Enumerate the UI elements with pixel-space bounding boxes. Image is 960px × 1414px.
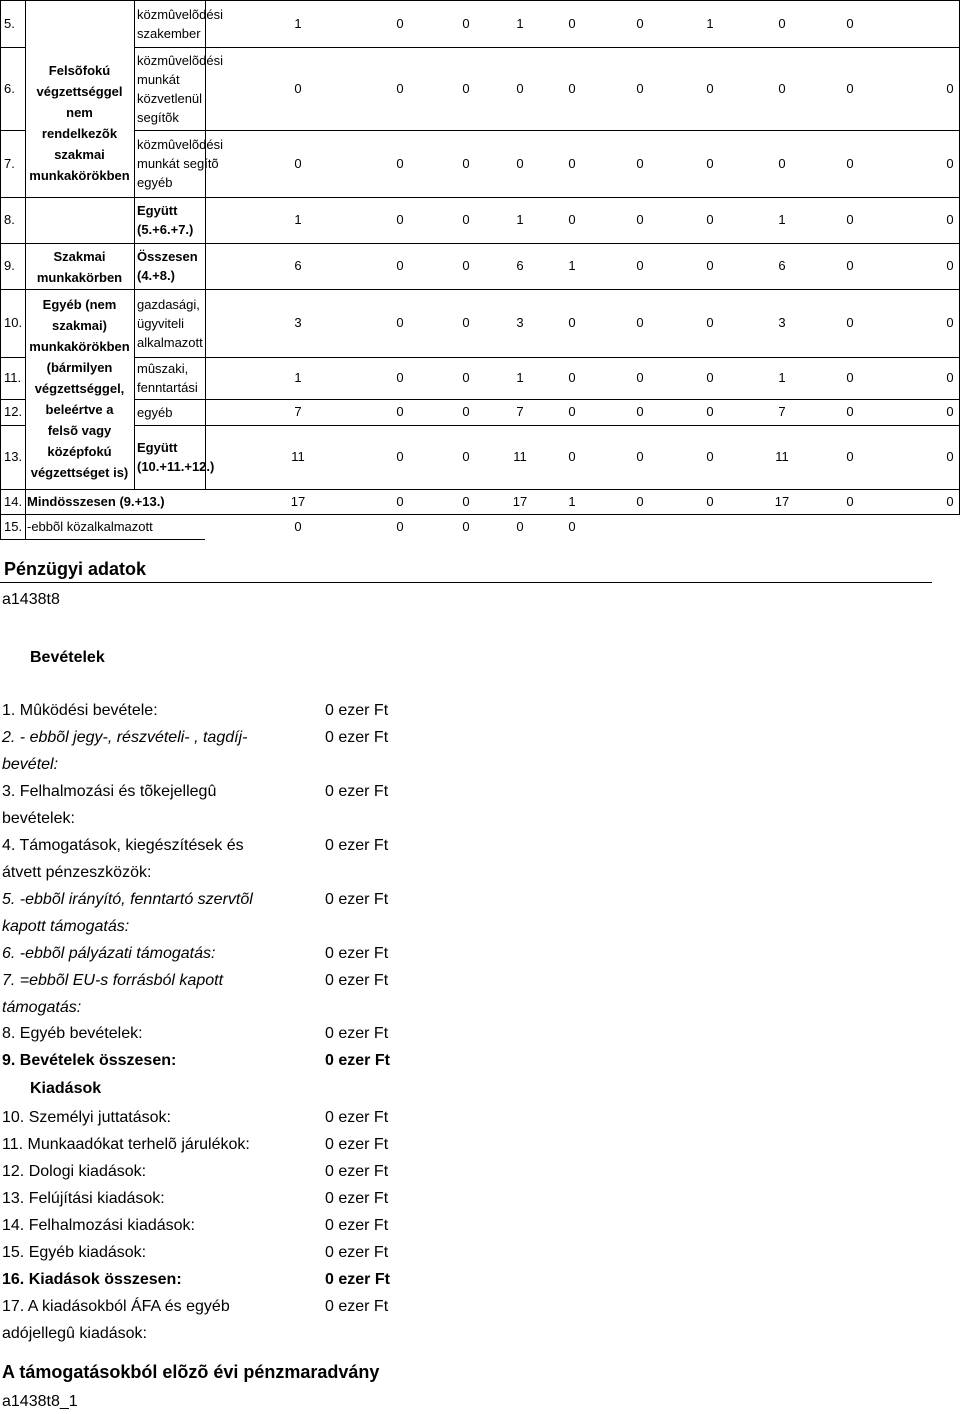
row-number: 5. bbox=[4, 15, 15, 31]
cell-value: 0 bbox=[778, 80, 786, 96]
remainder-title: A támogatásokból elõzõ évi pénzmaradvány bbox=[2, 1362, 380, 1382]
cell-value: 0 bbox=[846, 15, 854, 31]
group-label: Felsõfokú bbox=[48, 63, 111, 78]
group-label: felsõ vagy bbox=[47, 423, 112, 438]
cell-value: 0 bbox=[294, 80, 302, 96]
row-number: 13. bbox=[4, 449, 23, 464]
cell-value: 0 bbox=[706, 155, 714, 171]
cell-value: 0 bbox=[294, 519, 302, 534]
cell-value: 0 bbox=[706, 370, 714, 385]
group-label: nem bbox=[66, 105, 93, 120]
cell-value: 0 bbox=[636, 15, 644, 31]
cell-value: 0 bbox=[778, 155, 786, 171]
finance-item-value: 0 ezer Ft bbox=[325, 702, 389, 719]
section-title: Pénzügyi adatok bbox=[4, 559, 147, 579]
total-label: Mindösszesen (9.+13.) bbox=[27, 494, 165, 509]
table-hline bbox=[134, 243, 960, 244]
cell-value: 0 bbox=[294, 155, 302, 171]
finance-item-value: 0 ezer Ft bbox=[325, 1052, 390, 1069]
row-number: 12. bbox=[4, 404, 23, 419]
cell-value: 0 bbox=[636, 315, 644, 330]
group-label: szakmai bbox=[54, 147, 105, 162]
cell-value: 0 bbox=[396, 315, 404, 330]
cell-value: 17 bbox=[290, 494, 306, 509]
group-label: Szakmai bbox=[53, 249, 106, 264]
cell-value: 0 bbox=[396, 519, 404, 534]
finance-item-value: 0 ezer Ft bbox=[325, 945, 389, 962]
cell-value: 0 bbox=[778, 15, 786, 31]
group-label: (bármilyen bbox=[46, 360, 113, 375]
cell-value: 0 bbox=[946, 370, 954, 385]
finance-item-label: 15. Egyéb kiadások: bbox=[2, 1244, 147, 1261]
cell-value: 1 bbox=[294, 370, 302, 385]
group-label: végzettséggel bbox=[36, 84, 123, 99]
group-label: beleértve a bbox=[45, 402, 114, 417]
finance-item-label: 5. -ebbõl irányító, fenntartó szervtõl bbox=[2, 891, 253, 908]
row-number: 10. bbox=[4, 315, 23, 330]
row-label: közmûvelõdési bbox=[137, 6, 223, 22]
cell-value: 0 bbox=[462, 80, 470, 96]
row-label: (5.+6.+7.) bbox=[137, 222, 194, 237]
row-number: 7. bbox=[4, 155, 15, 171]
finance-item-label: adójellegû kiadások: bbox=[2, 1325, 147, 1342]
table-hline bbox=[134, 197, 960, 198]
cell-value: 0 bbox=[462, 449, 470, 464]
cell-value: 0 bbox=[946, 404, 954, 419]
row-label: egyéb bbox=[137, 175, 173, 190]
cell-value: 3 bbox=[294, 315, 302, 330]
table-hline bbox=[0, 539, 205, 540]
cell-value: 0 bbox=[396, 404, 404, 419]
cell-value: 0 bbox=[706, 449, 714, 464]
row-label: (10.+11.+12.) bbox=[137, 459, 215, 474]
group-label: munkakörökben bbox=[29, 339, 130, 354]
cell-value: 0 bbox=[846, 449, 854, 464]
cell-value: 0 bbox=[462, 494, 470, 509]
cell-value: 0 bbox=[462, 212, 470, 227]
cell-value: 1 bbox=[516, 212, 524, 227]
row-label: közmûvelõdési bbox=[137, 137, 223, 152]
cell-value: 1 bbox=[294, 15, 302, 31]
table-hline bbox=[0, 489, 960, 490]
finance-item-label: 10. Személyi juttatások: bbox=[2, 1109, 171, 1126]
finance-item-value: 0 ezer Ft bbox=[325, 837, 389, 854]
cell-value: 11 bbox=[513, 449, 527, 464]
finance-item-label: 7. =ebbõl EU-s forrásból kapott bbox=[2, 972, 224, 989]
cell-value: 1 bbox=[568, 258, 576, 273]
group-label: rendelkezõk bbox=[41, 126, 118, 141]
finance-item-label: 11. Munkaadókat terhelõ járulékok: bbox=[2, 1136, 250, 1153]
cell-value: 1 bbox=[778, 370, 786, 385]
cell-value: 0 bbox=[946, 315, 954, 330]
finance-item-label: 17. A kiadásokból ÁFA és egyéb bbox=[2, 1298, 230, 1315]
cell-value: 0 bbox=[516, 80, 524, 96]
cell-value: 0 bbox=[462, 155, 470, 171]
cell-value: 0 bbox=[636, 258, 644, 273]
cell-value: 0 bbox=[636, 370, 644, 385]
group-label: végzettséggel, bbox=[34, 381, 125, 396]
row-number: 8. bbox=[4, 212, 15, 227]
row-label: közmûvelõdési bbox=[137, 52, 223, 68]
cell-value: 0 bbox=[946, 212, 954, 227]
finance-item-label: 14. Felhalmozási kiadások: bbox=[2, 1217, 195, 1234]
cell-value: 7 bbox=[516, 404, 524, 419]
table-hline bbox=[134, 0, 960, 1]
cell-value: 0 bbox=[568, 404, 576, 419]
section-underline bbox=[0, 582, 932, 583]
cell-value: 0 bbox=[636, 449, 644, 464]
row-label: (4.+8.) bbox=[137, 268, 175, 283]
cell-value: 0 bbox=[636, 404, 644, 419]
finance-item-label: 2. - ebbõl jegy-, részvételi- , tagdíj- bbox=[2, 729, 248, 746]
finance-item-label: bevételek: bbox=[2, 810, 75, 827]
row-label: munkát segítõ bbox=[137, 156, 219, 171]
cell-value: 1 bbox=[778, 212, 786, 227]
group-label: végzettséget is) bbox=[30, 465, 129, 480]
table-hline bbox=[0, 130, 25, 131]
cell-value: 0 bbox=[846, 155, 854, 171]
finance-item-value: 0 ezer Ft bbox=[325, 729, 389, 746]
table-hline bbox=[0, 289, 25, 290]
finance-item-value: 0 ezer Ft bbox=[325, 783, 389, 800]
finance-item-value: 0 ezer Ft bbox=[325, 1271, 390, 1288]
row-number: 9. bbox=[4, 258, 15, 273]
cell-value: 3 bbox=[778, 315, 786, 330]
row-label: ügyviteli bbox=[137, 315, 184, 331]
cell-value: 0 bbox=[462, 15, 470, 31]
table-hline bbox=[0, 197, 25, 198]
row-label: egyéb bbox=[137, 404, 173, 420]
finance-item-label: 8. Egyéb bevételek: bbox=[2, 1025, 143, 1042]
table-hline bbox=[134, 425, 960, 426]
cell-value: 7 bbox=[294, 404, 302, 419]
table-hline bbox=[0, 243, 25, 244]
cell-value: 0 bbox=[568, 315, 576, 330]
finance-item-label: 1. Mûködési bevétele: bbox=[2, 702, 158, 719]
group-label: munkakörben bbox=[36, 270, 123, 285]
cell-value: 0 bbox=[396, 212, 404, 227]
cell-value: 0 bbox=[846, 80, 854, 96]
row-label: alkalmazott bbox=[137, 334, 203, 350]
cell-value: 0 bbox=[568, 80, 576, 96]
cell-value: 11 bbox=[775, 449, 789, 464]
row-label: közvetlenül bbox=[137, 90, 203, 106]
table-hline bbox=[25, 0, 134, 1]
cell-value: 0 bbox=[946, 80, 954, 96]
cell-value: 0 bbox=[568, 212, 576, 227]
cell-value: 0 bbox=[568, 519, 576, 534]
section-code: a1438t8 bbox=[2, 591, 60, 608]
cell-value: 0 bbox=[396, 494, 404, 509]
table-vline bbox=[134, 0, 135, 489]
cell-value: 11 bbox=[291, 449, 305, 464]
cell-value: 0 bbox=[396, 370, 404, 385]
cell-value: 0 bbox=[706, 212, 714, 227]
group-label: munkakörökben bbox=[29, 168, 130, 183]
cell-value: 0 bbox=[706, 80, 714, 96]
cell-value: 0 bbox=[462, 258, 470, 273]
row-label: Együtt bbox=[137, 440, 178, 455]
cell-value: 0 bbox=[846, 315, 854, 330]
table-hline bbox=[0, 514, 960, 515]
finance-item-label: 3. Felhalmozási és tõkejellegû bbox=[2, 783, 217, 800]
cell-value: 0 bbox=[568, 15, 576, 31]
cell-value: 0 bbox=[846, 404, 854, 419]
cell-value: 0 bbox=[396, 80, 404, 96]
finance-item-label: átvett pénzeszközök: bbox=[2, 864, 152, 881]
expense-heading: Kiadások bbox=[30, 1080, 102, 1097]
cell-value: 7 bbox=[778, 404, 786, 419]
cell-value: 0 bbox=[706, 404, 714, 419]
finance-item-value: 0 ezer Ft bbox=[325, 1025, 389, 1042]
cell-value: 0 bbox=[396, 449, 404, 464]
cell-value: 0 bbox=[636, 80, 644, 96]
cell-value: 1 bbox=[706, 15, 714, 31]
cell-value: 0 bbox=[636, 212, 644, 227]
cell-value: 6 bbox=[294, 258, 302, 273]
finance-item-label: bevétel: bbox=[2, 756, 59, 773]
cell-value: 0 bbox=[396, 155, 404, 171]
cell-value: 6 bbox=[516, 258, 524, 273]
table-hline bbox=[0, 399, 25, 400]
row-label: mûszaki, bbox=[137, 361, 189, 376]
group-label: szakmai) bbox=[52, 318, 107, 333]
row-number: 6. bbox=[4, 80, 15, 96]
finance-item-value: 0 ezer Ft bbox=[325, 891, 389, 908]
table-hline bbox=[134, 357, 960, 358]
cell-value: 0 bbox=[462, 519, 470, 534]
row-label: munkát bbox=[137, 71, 180, 87]
table-hline bbox=[0, 47, 25, 48]
table-hline bbox=[25, 243, 134, 244]
row-label: Együtt bbox=[137, 203, 178, 218]
income-heading: Bevételek bbox=[30, 649, 105, 666]
finance-item-label: 4. Támogatások, kiegészítések és bbox=[2, 837, 244, 854]
finance-item-value: 0 ezer Ft bbox=[325, 1136, 389, 1153]
table-hline bbox=[134, 47, 960, 48]
finance-item-label: 16. Kiadások összesen: bbox=[2, 1271, 182, 1288]
cell-value: 1 bbox=[516, 370, 524, 385]
group-label: Egyéb (nem bbox=[42, 297, 117, 312]
row-number: 11. bbox=[4, 370, 22, 385]
finance-item-label: 13. Felújítási kiadások: bbox=[2, 1190, 165, 1207]
table-hline bbox=[0, 0, 25, 1]
finance-item-label: 9. Bevételek összesen: bbox=[2, 1052, 177, 1069]
cell-value: 0 bbox=[568, 155, 576, 171]
table-hline bbox=[0, 357, 25, 358]
table-hline bbox=[25, 489, 134, 490]
cell-value: 0 bbox=[846, 258, 854, 273]
table-hline bbox=[25, 197, 134, 198]
cell-value: 0 bbox=[516, 155, 524, 171]
table-hline bbox=[25, 289, 134, 290]
cell-value: 0 bbox=[396, 15, 404, 31]
cell-value: 0 bbox=[568, 370, 576, 385]
cell-value: 0 bbox=[516, 519, 524, 534]
row-label: szakember bbox=[137, 25, 201, 41]
finance-item-value: 0 ezer Ft bbox=[325, 1190, 389, 1207]
cell-value: 0 bbox=[636, 494, 644, 509]
cell-value: 0 bbox=[706, 258, 714, 273]
cell-value: 0 bbox=[636, 155, 644, 171]
group-label: középfokú bbox=[47, 444, 112, 459]
cell-value: 0 bbox=[846, 370, 854, 385]
row-number: 14. bbox=[4, 494, 23, 509]
subtotal-label: -ebbõl közalkalmazott bbox=[27, 519, 153, 534]
cell-value: 0 bbox=[706, 315, 714, 330]
row-label: Összesen bbox=[137, 249, 198, 264]
cell-value: 3 bbox=[516, 315, 524, 330]
cell-value: 0 bbox=[706, 494, 714, 509]
cell-value: 0 bbox=[462, 370, 470, 385]
finance-item-value: 0 ezer Ft bbox=[325, 1244, 389, 1261]
finance-item-label: támogatás: bbox=[2, 999, 82, 1016]
cell-value: 1 bbox=[516, 15, 524, 31]
finance-item-value: 0 ezer Ft bbox=[325, 1109, 389, 1126]
cell-value: 0 bbox=[946, 155, 954, 171]
row-label: segítõk bbox=[137, 109, 179, 125]
table-hline bbox=[134, 399, 960, 400]
finance-item-label: 12. Dologi kiadások: bbox=[2, 1163, 147, 1180]
cell-value: 17 bbox=[774, 494, 790, 509]
finance-item-value: 0 ezer Ft bbox=[325, 972, 389, 989]
cell-value: 1 bbox=[568, 494, 576, 509]
row-label: fenntartási bbox=[137, 380, 198, 395]
cell-value: 0 bbox=[846, 212, 854, 227]
cell-value: 0 bbox=[946, 449, 954, 464]
finance-item-value: 0 ezer Ft bbox=[325, 1298, 389, 1315]
finance-item-label: kapott támogatás: bbox=[2, 918, 130, 935]
row-label: gazdasági, bbox=[137, 296, 200, 312]
cell-value: 0 bbox=[568, 449, 576, 464]
cell-value: 0 bbox=[462, 404, 470, 419]
table-hline bbox=[134, 130, 960, 131]
finance-item-value: 0 ezer Ft bbox=[325, 1217, 389, 1234]
cell-value: 0 bbox=[946, 494, 954, 509]
table-hline bbox=[134, 289, 960, 290]
remainder-code: a1438t8_1 bbox=[2, 1393, 78, 1410]
finance-item-label: 6. -ebbõl pályázati támogatás: bbox=[2, 945, 216, 962]
cell-value: 6 bbox=[778, 258, 786, 273]
finance-item-value: 0 ezer Ft bbox=[325, 1163, 389, 1180]
cell-value: 17 bbox=[512, 494, 528, 509]
table-vline bbox=[205, 0, 206, 489]
table-hline bbox=[0, 425, 25, 426]
table-vline bbox=[0, 0, 1, 540]
row-number: 15. bbox=[4, 519, 23, 534]
cell-value: 0 bbox=[846, 494, 854, 509]
cell-value: 0 bbox=[396, 258, 404, 273]
cell-value: 0 bbox=[946, 258, 954, 273]
cell-value: 0 bbox=[462, 315, 470, 330]
cell-value: 1 bbox=[294, 212, 302, 227]
